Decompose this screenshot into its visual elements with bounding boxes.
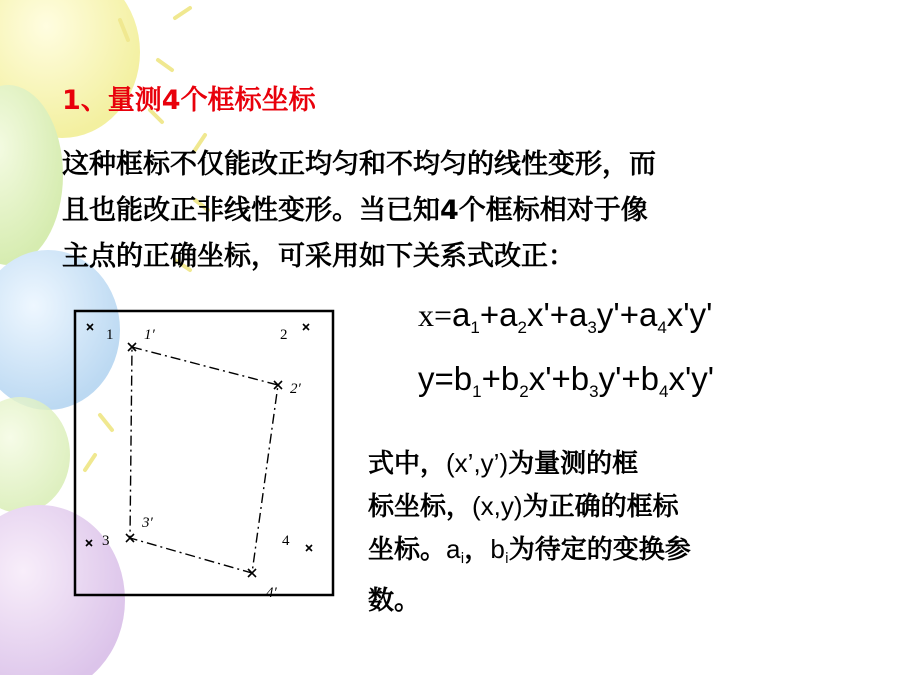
paragraph-line: 且也能改正非线性变形。当已知4个框标相对于像	[62, 195, 648, 226]
note-line: 数。	[368, 586, 421, 616]
corner-label-4: 4	[282, 533, 290, 549]
corner-label-1: 1	[106, 327, 114, 343]
explanation-note	[368, 442, 838, 622]
distorted-quadrilateral	[130, 347, 278, 573]
section-heading: 1、量测4个框标坐标	[62, 85, 316, 116]
description-paragraph	[62, 142, 842, 280]
paragraph-line: 主点的正确坐标，可采用如下关系式改正：	[62, 241, 575, 272]
point-label-3-prime: 3′	[142, 515, 153, 531]
fiducial-diagram	[70, 305, 350, 605]
frame-border	[75, 311, 333, 595]
point-label-2-prime: 2′	[290, 381, 301, 397]
point-label-4-prime: 4′	[266, 585, 277, 601]
equation-x: $x=a_1+a_2x'+a_3y'+a_4x'y'$	[418, 296, 713, 337]
point-label-1-prime: 1′	[144, 327, 155, 343]
note-line: 标坐标，(x,y)为正确的框标	[368, 491, 679, 522]
corner-label-3: 3	[102, 533, 110, 549]
measured-fiducial-marks	[126, 343, 282, 577]
note-line: 式中，(x’,y’)为量测的框	[368, 448, 639, 479]
corner-fiducial-marks	[86, 324, 312, 551]
corner-label-2: 2	[280, 327, 288, 343]
equation-y: $y=b_1+b_2x'+b_3y'+b_4x'y'$	[418, 360, 715, 401]
paragraph-line: 这种框标不仅能改正均匀和不均匀的线性变形，而	[62, 149, 656, 180]
balloon-green-mid	[0, 397, 70, 513]
note-line: 坐标。$a_i$，$b_i$为待定的变换参	[368, 534, 691, 567]
